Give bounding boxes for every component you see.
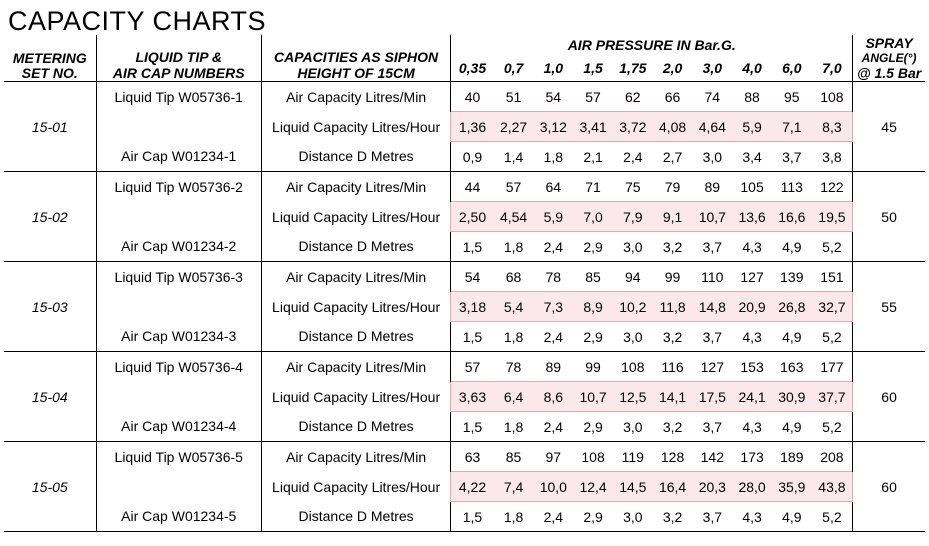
value-cell: 16,6 xyxy=(772,202,812,232)
value-cell: 78 xyxy=(505,358,522,375)
empty-cell xyxy=(853,322,925,352)
value-cell: 89 xyxy=(545,358,562,375)
value-cell: 2,4 xyxy=(533,412,573,442)
value-cell: 5,4 xyxy=(494,292,534,322)
value-cell: 57 xyxy=(451,352,494,382)
value-cell: 95 xyxy=(784,88,800,105)
pressure-header: 4,0 xyxy=(732,55,772,82)
value-cell: 4,22 xyxy=(451,472,494,502)
row-label: Liquid Capacity Litres/Hour xyxy=(261,292,450,322)
value-cell: 153 xyxy=(740,358,764,375)
value-cell: 19,5 xyxy=(812,202,853,232)
value-cell: 54 xyxy=(545,88,562,105)
row-label: Liquid Capacity Litres/Hour xyxy=(261,202,450,232)
value-cell: 3,7 xyxy=(772,142,812,172)
pressure-header: 0,35 xyxy=(451,55,494,82)
value-cell: 105 xyxy=(740,178,764,195)
value-cell: 3,18 xyxy=(451,292,494,322)
value-cell: 79 xyxy=(664,178,681,195)
value-cell: 26,8 xyxy=(772,292,812,322)
header-cap-line2: HEIGHT OF 15CM xyxy=(297,65,415,81)
value-cell: 57 xyxy=(585,88,601,105)
air-cap-number: Air Cap W01234-2 xyxy=(96,232,261,262)
value-cell: 62 xyxy=(625,88,641,105)
value-cell: 64 xyxy=(545,178,562,195)
value-cell: 4,3 xyxy=(732,322,772,352)
value-cell: 85 xyxy=(505,448,522,465)
row-label: Distance D Metres xyxy=(261,412,450,442)
value-cell: 10,7 xyxy=(573,382,613,412)
value-cell: 4,3 xyxy=(732,502,772,532)
header-spray-line3: @ 1.5 Bar xyxy=(856,65,922,81)
value-cell: 32,7 xyxy=(812,292,853,322)
value-cell: 10,7 xyxy=(692,202,732,232)
value-cell: 63 xyxy=(451,442,494,472)
value-cell: 2,50 xyxy=(451,202,494,232)
table-row xyxy=(4,142,925,172)
value-cell: 1,4 xyxy=(494,142,534,172)
value-cell: 7,9 xyxy=(613,202,653,232)
row-label: Liquid Capacity Litres/Hour xyxy=(261,472,450,502)
row-label: Distance D Metres xyxy=(261,502,450,532)
row-label: Air Capacity Litres/Min xyxy=(261,172,450,202)
pressure-header: 1,5 xyxy=(573,55,613,82)
row-label: Distance D Metres xyxy=(261,232,450,262)
value-cell: 2,9 xyxy=(573,502,613,532)
value-cell: 5,9 xyxy=(533,202,573,232)
value-cell: 208 xyxy=(820,448,844,465)
value-cell: 14,8 xyxy=(692,292,732,322)
value-cell: 71 xyxy=(585,178,601,195)
header-air-pressure: AIR PRESSURE IN Bar.G. xyxy=(451,35,853,55)
empty-cell xyxy=(853,262,925,292)
value-cell: 40 xyxy=(451,82,494,112)
value-cell: 3,12 xyxy=(533,112,573,142)
value-cell: 2,7 xyxy=(653,142,693,172)
value-cell: 20,3 xyxy=(692,472,732,502)
value-cell: 99 xyxy=(664,268,681,285)
value-cell: 3,2 xyxy=(653,322,693,352)
table-row xyxy=(4,262,925,292)
value-cell: 3,7 xyxy=(692,232,732,262)
value-cell: 14,5 xyxy=(613,472,653,502)
value-cell: 3,0 xyxy=(692,142,732,172)
table-row xyxy=(4,352,925,382)
empty-cell xyxy=(853,142,925,172)
value-cell: 94 xyxy=(625,268,641,285)
value-cell: 5,2 xyxy=(812,502,853,532)
table-row xyxy=(4,382,925,412)
value-cell: 57 xyxy=(505,178,522,195)
value-cell: 1,8 xyxy=(494,322,534,352)
value-cell: 85 xyxy=(585,268,601,285)
value-cell: 3,0 xyxy=(613,232,653,262)
empty-cell xyxy=(96,112,261,142)
row-label: Air Capacity Litres/Min xyxy=(261,352,450,382)
value-cell: 108 xyxy=(820,88,844,105)
value-cell: 4,64 xyxy=(692,112,732,142)
value-cell: 4,54 xyxy=(494,202,534,232)
row-label: Air Capacity Litres/Min xyxy=(261,82,450,112)
value-cell: 8,6 xyxy=(533,382,573,412)
liquid-tip-number: Liquid Tip W05736-3 xyxy=(96,262,261,292)
pressure-header: 1,0 xyxy=(533,55,573,82)
value-cell: 8,3 xyxy=(812,112,853,142)
value-cell: 113 xyxy=(780,178,803,195)
metering-set-number: 15-03 xyxy=(4,262,96,352)
value-cell: 4,3 xyxy=(732,412,772,442)
value-cell: 128 xyxy=(660,448,685,465)
value-cell: 43,8 xyxy=(812,472,853,502)
value-cell: 9,1 xyxy=(653,202,693,232)
value-cell: 10,2 xyxy=(613,292,653,322)
value-cell: 4,9 xyxy=(772,322,812,352)
metering-set-number: 15-01 xyxy=(4,82,96,172)
value-cell: 3,2 xyxy=(653,232,693,262)
value-cell: 7,4 xyxy=(494,472,534,502)
capacity-table xyxy=(4,35,925,532)
value-cell: 10,0 xyxy=(533,472,573,502)
value-cell: 4,9 xyxy=(772,502,812,532)
value-cell: 1,8 xyxy=(494,232,534,262)
table-row xyxy=(4,292,925,322)
value-cell: 13,6 xyxy=(732,202,772,232)
value-cell: 3,7 xyxy=(692,412,732,442)
header-spray-angle xyxy=(853,35,925,82)
air-cap-number: Air Cap W01234-4 xyxy=(96,412,261,442)
value-cell: 2,1 xyxy=(573,142,613,172)
table-row xyxy=(4,82,925,112)
table-row xyxy=(4,442,925,472)
value-cell: 1,5 xyxy=(451,502,494,532)
header-metering-line2: SET NO. xyxy=(21,65,78,81)
pressure-header: 1,75 xyxy=(613,55,653,82)
empty-cell xyxy=(853,352,925,382)
air-cap-number: Air Cap W01234-3 xyxy=(96,322,261,352)
value-cell: 3,2 xyxy=(653,412,693,442)
value-cell: 12,5 xyxy=(613,382,653,412)
value-cell: 2,4 xyxy=(613,142,653,172)
page-title: CAPACITY CHARTS xyxy=(8,6,267,36)
header-tip-line2: AIR CAP NUMBERS xyxy=(112,65,245,81)
value-cell: 1,5 xyxy=(451,412,494,442)
value-cell: 7,3 xyxy=(533,292,573,322)
pressure-header: 3,0 xyxy=(692,55,732,82)
value-cell: 2,9 xyxy=(573,232,613,262)
table-row xyxy=(4,112,925,142)
value-cell: 5,2 xyxy=(812,322,853,352)
header-spray-line2: ANGLE(°) xyxy=(861,51,917,65)
value-cell: 78 xyxy=(545,268,562,285)
header-spray-line1: SPRAY xyxy=(865,35,913,51)
row-label: Air Capacity Litres/Min xyxy=(261,442,450,472)
value-cell: 1,8 xyxy=(533,142,573,172)
liquid-tip-number: Liquid Tip W05736-1 xyxy=(96,82,261,112)
value-cell: 3,0 xyxy=(613,412,653,442)
value-cell: 51 xyxy=(505,88,522,105)
value-cell: 12,4 xyxy=(573,472,613,502)
value-cell: 1,8 xyxy=(494,502,534,532)
table-row xyxy=(4,412,925,442)
spray-angle-value: 55 xyxy=(853,292,925,322)
value-cell: 5,2 xyxy=(812,412,853,442)
value-cell: 16,4 xyxy=(653,472,693,502)
pressure-header: 0,7 xyxy=(494,55,534,82)
value-cell: 139 xyxy=(780,268,804,285)
empty-cell xyxy=(853,172,925,202)
header-capacities xyxy=(261,35,450,81)
value-cell: 116 xyxy=(661,358,684,375)
row-label: Liquid Capacity Litres/Hour xyxy=(261,382,450,412)
value-cell: 4,08 xyxy=(653,112,693,142)
value-cell: 2,4 xyxy=(533,322,573,352)
table-row xyxy=(4,502,925,532)
value-cell: 5,9 xyxy=(732,112,772,142)
value-cell: 6,4 xyxy=(494,382,534,412)
value-cell: 1,5 xyxy=(451,232,494,262)
metering-set-number: 15-04 xyxy=(4,352,96,442)
row-label: Air Capacity Litres/Min xyxy=(261,262,450,292)
value-cell: 1,8 xyxy=(494,412,534,442)
table-row xyxy=(4,472,925,502)
table-row xyxy=(4,172,925,202)
empty-cell xyxy=(853,412,925,442)
value-cell: 2,4 xyxy=(533,232,573,262)
spray-angle-value: 60 xyxy=(853,382,925,412)
value-cell: 119 xyxy=(621,448,644,465)
value-cell: 2,27 xyxy=(494,112,534,142)
value-cell: 8,9 xyxy=(573,292,613,322)
table-row xyxy=(4,202,925,232)
value-cell: 30,9 xyxy=(772,382,812,412)
value-cell: 4,9 xyxy=(772,232,812,262)
value-cell: 3,2 xyxy=(653,502,693,532)
value-cell: 189 xyxy=(780,448,804,465)
empty-cell xyxy=(853,442,925,472)
air-cap-number: Air Cap W01234-1 xyxy=(96,142,261,172)
value-cell: 163 xyxy=(780,358,804,375)
liquid-tip-number: Liquid Tip W05736-4 xyxy=(96,352,261,382)
value-cell: 88 xyxy=(744,88,760,105)
empty-cell xyxy=(853,232,925,262)
pressure-header: 6,0 xyxy=(772,55,812,82)
value-cell: 108 xyxy=(581,448,605,465)
value-cell: 54 xyxy=(451,262,494,292)
value-cell: 1,36 xyxy=(451,112,494,142)
pressure-header: 2,0 xyxy=(653,55,693,82)
value-cell: 127 xyxy=(700,358,724,375)
metering-set-number: 15-02 xyxy=(4,172,96,262)
value-cell: 2,4 xyxy=(533,502,573,532)
value-cell: 3,0 xyxy=(613,322,653,352)
air-cap-number: Air Cap W01234-5 xyxy=(96,502,261,532)
value-cell: 20,9 xyxy=(732,292,772,322)
empty-cell xyxy=(96,202,261,232)
value-cell: 3,63 xyxy=(451,382,494,412)
value-cell: 142 xyxy=(700,448,724,465)
value-cell: 3,7 xyxy=(692,322,732,352)
header-tip-line1: LIQUID TIP & xyxy=(135,49,223,65)
value-cell: 3,7 xyxy=(692,502,732,532)
value-cell: 2,9 xyxy=(573,412,613,442)
value-cell: 173 xyxy=(740,448,764,465)
value-cell: 7,1 xyxy=(772,112,812,142)
value-cell: 14,1 xyxy=(653,382,693,412)
value-cell: 127 xyxy=(740,268,764,285)
value-cell: 66 xyxy=(664,88,681,105)
value-cell: 7,0 xyxy=(573,202,613,232)
header-metering-line1: METERING xyxy=(12,50,87,66)
header-metering-set xyxy=(4,35,96,81)
value-cell: 2,9 xyxy=(573,322,613,352)
liquid-tip-number: Liquid Tip W05736-5 xyxy=(96,442,261,472)
value-cell: 3,4 xyxy=(732,142,772,172)
value-cell: 89 xyxy=(704,178,721,195)
value-cell: 3,8 xyxy=(812,142,853,172)
value-cell: 24,1 xyxy=(732,382,772,412)
value-cell: 74 xyxy=(704,88,721,105)
value-cell: 108 xyxy=(621,358,645,375)
empty-cell xyxy=(853,82,925,112)
value-cell: 11,8 xyxy=(653,292,693,322)
empty-cell xyxy=(96,472,261,502)
table-row xyxy=(4,322,925,352)
value-cell: 44 xyxy=(451,172,494,202)
empty-cell xyxy=(853,502,925,532)
value-cell: 99 xyxy=(585,358,601,375)
value-cell: 110 xyxy=(701,268,724,285)
spray-angle-value: 45 xyxy=(853,112,925,142)
value-cell: 75 xyxy=(625,178,641,195)
empty-cell xyxy=(96,292,261,322)
value-cell: 151 xyxy=(820,268,844,285)
header-liquid-tip xyxy=(96,35,261,81)
pressure-header: 7,0 xyxy=(812,55,853,82)
table-row xyxy=(4,232,925,262)
value-cell: 97 xyxy=(545,448,562,465)
value-cell: 3,72 xyxy=(613,112,653,142)
value-cell: 4,3 xyxy=(732,232,772,262)
liquid-tip-number: Liquid Tip W05736-2 xyxy=(96,172,261,202)
spray-angle-value: 60 xyxy=(853,472,925,502)
value-cell: 122 xyxy=(820,178,844,195)
value-cell: 177 xyxy=(820,358,844,375)
value-cell: 37,7 xyxy=(812,382,853,412)
value-cell: 17,5 xyxy=(692,382,732,412)
row-label: Distance D Metres xyxy=(261,322,450,352)
value-cell: 5,2 xyxy=(812,232,853,262)
row-label: Liquid Capacity Litres/Hour xyxy=(261,112,450,142)
value-cell: 28,0 xyxy=(732,472,772,502)
value-cell: 3,0 xyxy=(613,502,653,532)
value-cell: 0,9 xyxy=(451,142,494,172)
value-cell: 35,9 xyxy=(772,472,812,502)
empty-cell xyxy=(96,382,261,412)
value-cell: 3,41 xyxy=(573,112,613,142)
value-cell: 68 xyxy=(505,268,522,285)
metering-set-number: 15-05 xyxy=(4,442,96,532)
value-cell: 4,9 xyxy=(772,412,812,442)
row-label: Distance D Metres xyxy=(261,142,450,172)
header-cap-line1: CAPACITIES AS SIPHON xyxy=(274,49,439,65)
value-cell: 1,5 xyxy=(451,322,494,352)
spray-angle-value: 50 xyxy=(853,202,925,232)
